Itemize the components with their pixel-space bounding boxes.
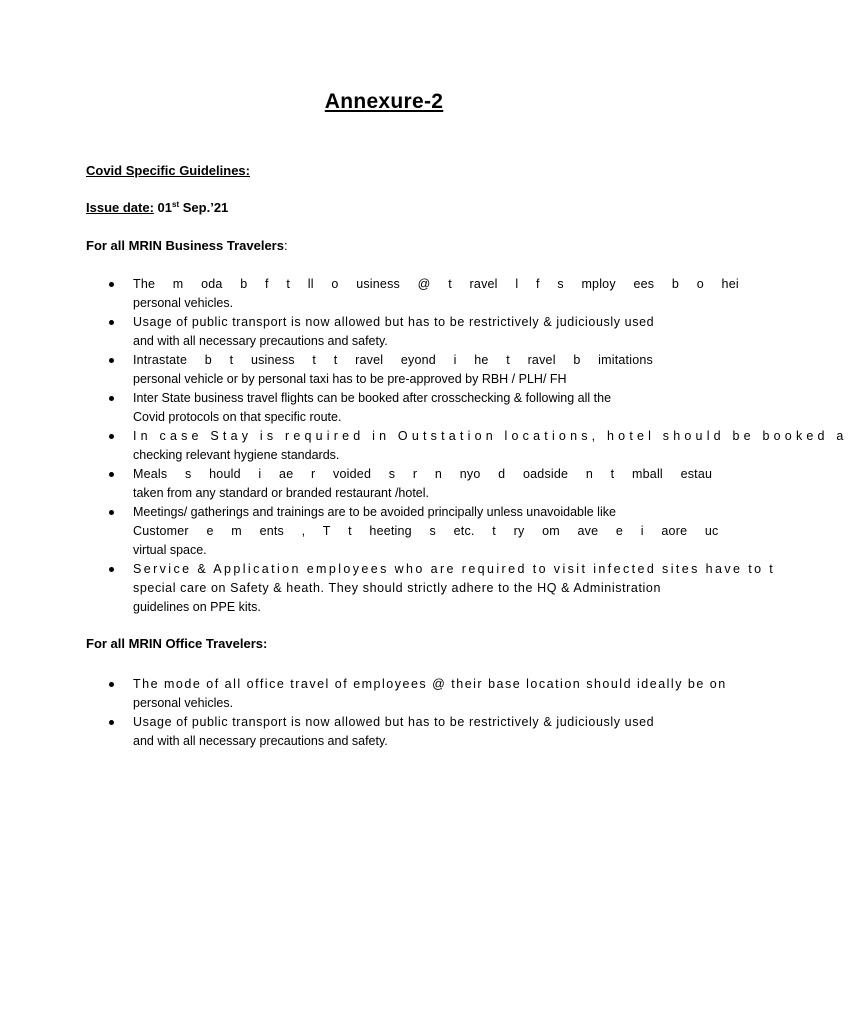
list-item-line: personal vehicles. [133, 696, 234, 710]
office-section-heading: For all MRIN Office Travelers: [86, 636, 268, 651]
issue-date-day: 01 [157, 200, 173, 215]
list-item-line: personal vehicle or by personal taxi has to be pre-approved by RBH / PLH/ FH [133, 372, 567, 386]
list-item [0, 713, 768, 751]
list-item-line: In case Stay is required in Outstation locations, hotel should be booked a [133, 429, 848, 443]
list-item-line: and with all necessary precautions and safety. [133, 734, 388, 748]
list-item-line: personal vehicles. [133, 296, 234, 310]
business-section-heading [86, 238, 288, 253]
issue-date-line [86, 200, 228, 215]
bullet-icon [109, 472, 114, 477]
list-item-line: and with all necessary precautions and safety. [133, 334, 388, 348]
list-item [0, 313, 768, 351]
list-item-line: taken from any standard or branded restaurant /hotel. [133, 486, 430, 500]
list-item [0, 503, 768, 560]
bullet-icon [109, 567, 114, 572]
bullet-icon [109, 358, 114, 363]
document-title: Annexure-2 [324, 90, 444, 113]
list-item-line: Usage of public transport is now allowed but has to be restrictively & judiciously used [133, 715, 655, 729]
list-item [0, 560, 776, 617]
list-item-line: Customer e m ents , T t heeting s etc. t ry om ave e i aore uc [133, 524, 719, 538]
list-item [0, 465, 768, 503]
list-item-line: Covid protocols on that specific route. [133, 410, 342, 424]
list-item-line: special care on Safety & heath. They should strictly adhere to the HQ & Administration [133, 581, 662, 595]
bullet-icon [109, 396, 114, 401]
bullet-icon [109, 720, 114, 725]
bullet-icon [109, 320, 114, 325]
list-item-line: The mode of all office travel of employees @ their base location should ideally be on [133, 677, 727, 691]
list-item [0, 275, 768, 313]
list-item [0, 351, 768, 389]
list-item [0, 427, 848, 465]
office-guidelines-list [0, 675, 768, 751]
list-item-line: Intrastate b t usiness t t ravel eyond i he t ravel b imitations [133, 353, 653, 367]
list-item-line: guidelines on PPE kits. [133, 600, 261, 614]
list-item-line: Meals s hould i ae r voided s r n nyo d oadside n t mball estau [133, 467, 713, 481]
list-item [0, 675, 768, 713]
bullet-icon [109, 510, 114, 515]
issue-date-rest: Sep.’21 [182, 200, 229, 215]
issue-date-label: Issue date: [86, 200, 154, 215]
list-item-line: The m oda b f t ll o usiness @ t ravel l f s mploy ees b o hei [133, 277, 739, 291]
list-item [0, 389, 768, 427]
business-heading-colon: : [283, 238, 288, 253]
bullet-icon [109, 282, 114, 287]
list-item-line: Usage of public transport is now allowed but has to be restrictively & judiciously used [133, 315, 655, 329]
list-item-line: Inter State business travel flights can be booked after crosschecking & following all the [133, 391, 612, 405]
issue-date-sup: st [172, 200, 180, 209]
list-item-line: virtual space. [133, 543, 207, 557]
list-item-line: checking relevant hygiene standards. [133, 448, 340, 462]
bullet-icon [109, 434, 114, 439]
list-item-line: Service & Application employees who are required to visit infected sites have to t [133, 562, 776, 576]
guidelines-heading: Covid Specific Guidelines: [86, 163, 250, 178]
business-guidelines-list [0, 275, 848, 617]
bullet-icon [109, 682, 114, 687]
business-heading-text: For all MRIN Business Travelers [86, 238, 284, 253]
list-item-line: Meetings/ gatherings and trainings are to be avoided principally unless unavoidable like [133, 505, 616, 519]
